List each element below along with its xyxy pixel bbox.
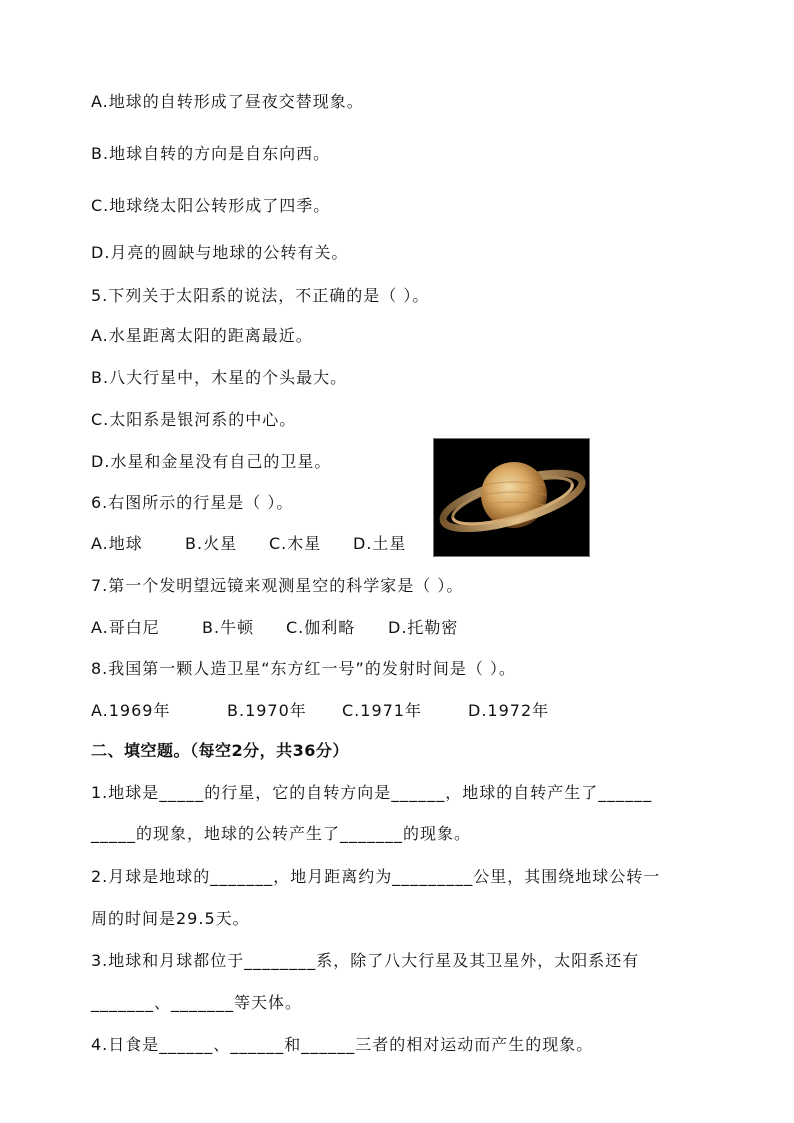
fill-q3-line1: 3.地球和月球都位于________系，除了八大行星及其卫星外，太阳系还有 (91, 951, 640, 970)
q7-option-a: A.哥白尼 (91, 618, 160, 637)
fill-q3-line2: _______、_______等天体。 (91, 993, 303, 1012)
saturn-planet-image (433, 438, 590, 557)
q6-option-a: A.地球 (91, 534, 143, 553)
fill-q1-line1: 1.地球是_____的行星，它的自转方向是______，地球的自转产生了______ (91, 783, 653, 802)
q8-option-a: A.1969年 (91, 701, 171, 720)
q7-stem: 7.第一个发明望远镜来观测星空的科学家是（ ）。 (91, 576, 464, 595)
q7-option-c: C.伽利略 (286, 618, 356, 637)
q5-option-d: D.水星和金星没有自己的卫星。 (91, 452, 332, 471)
q8-option-c: C.1971年 (342, 701, 422, 720)
q5-option-b: B.八大行星中，木星的个头最大。 (91, 368, 348, 387)
q8-option-d: D.1972年 (468, 701, 550, 720)
q4-option-b: B.地球自转的方向是自东向西。 (91, 144, 331, 163)
fill-q1-line2: _____的现象，地球的公转产生了_______的现象。 (91, 824, 472, 843)
fill-q2-line2: 周的时间是29.5天。 (91, 909, 250, 928)
fill-q4-line1: 4.日食是______、______和______三者的相对运动而产生的现象。 (91, 1035, 594, 1054)
q5-option-a: A.水星距离太阳的距离最近。 (91, 326, 313, 345)
q6-option-c: C.木星 (269, 534, 322, 553)
q8-option-b: B.1970年 (227, 701, 307, 720)
q6-stem: 6.右图所示的行星是（ ）。 (91, 493, 294, 512)
q6-option-b: B.火星 (185, 534, 238, 553)
q5-stem: 5.下列关于太阳系的说法，不正确的是（ ）。 (91, 286, 430, 305)
q4-option-a: A.地球的自转形成了昼夜交替现象。 (91, 92, 364, 111)
q6-option-d: D.土星 (353, 534, 407, 553)
q8-stem: 8.我国第一颗人造卫星“东方红一号”的发射时间是（ ）。 (91, 659, 516, 678)
q4-option-d: D.月亮的圆缺与地球的公转有关。 (91, 243, 349, 262)
q7-options (91, 618, 458, 638)
q6-options (91, 534, 406, 554)
q7-option-d: D.托勒密 (388, 618, 459, 637)
q8-options (91, 701, 549, 721)
q5-option-c: C.太阳系是银河系的中心。 (91, 410, 297, 429)
section-heading-fill-in: 二、填空题。（每空2分，共36分） (91, 741, 349, 760)
q7-option-b: B.牛顿 (202, 618, 255, 637)
fill-q2-line1: 2.月球是地球的_______，地月距离约为_________公里，其围绕地球公转一 (91, 867, 661, 886)
q4-option-c: C.地球绕太阳公转形成了四季。 (91, 196, 331, 215)
